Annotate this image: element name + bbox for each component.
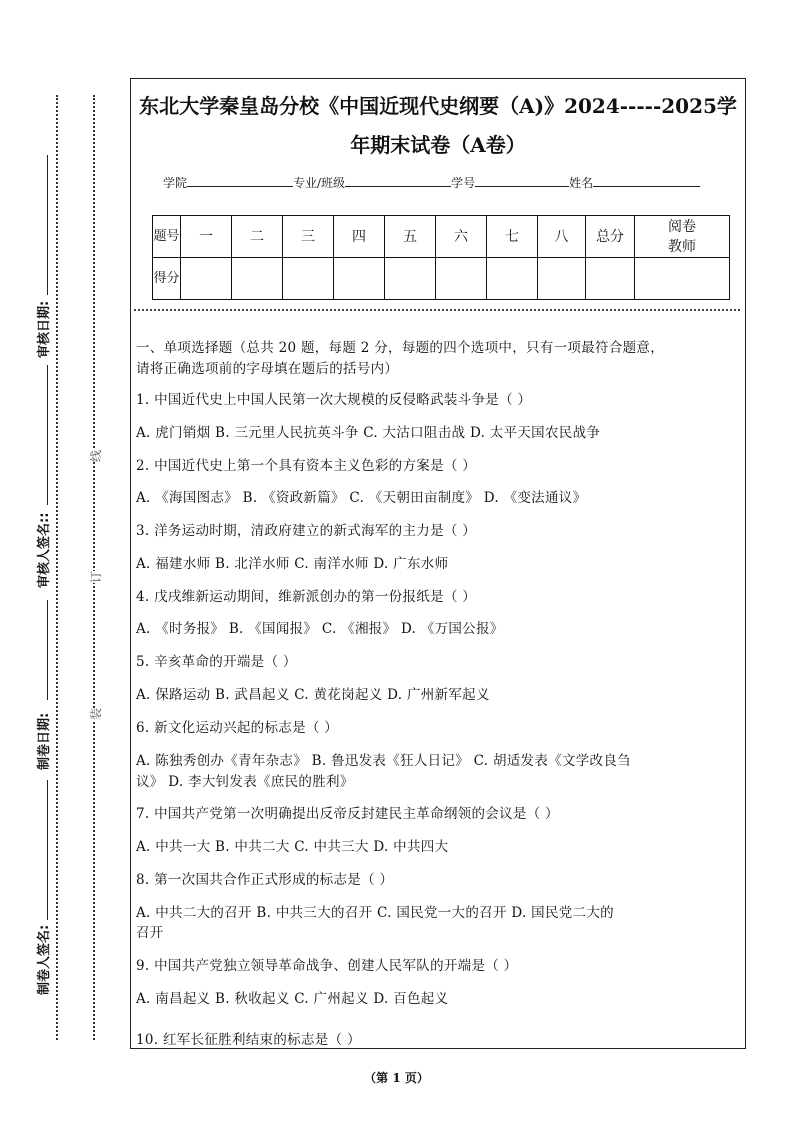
question-text: 5. 辛亥革命的开端是（ ） — [136, 654, 297, 670]
student-id-label: 学号 — [451, 176, 476, 190]
score-cell[interactable] — [232, 258, 283, 300]
question-text: 9. 中国共产党独立领导革命战争、创建人民军队的开端是（ ） — [136, 958, 518, 974]
reviewer-header-1: 阅卷 — [668, 218, 696, 235]
question-text: 2. 中国近代史上第一个具有资本主义色彩的方案是（ ） — [136, 458, 477, 474]
col-header: 八 — [538, 216, 586, 258]
score-cell[interactable] — [385, 258, 436, 300]
college-field[interactable] — [187, 174, 293, 187]
answer-options: A. 虎门销烟 B. 三元里人民抗英斗争 C. 大沽口阻击战 D. 太平天国农民战争 — [136, 425, 601, 441]
reviewer-header — [635, 216, 730, 258]
answer-options: A. 中共一大 B. 中共二大 C. 中共三大 D. 中共四大 — [136, 839, 449, 855]
question-text: 4. 戊戌维新运动期间，维新派创办的第一份报纸是（ ） — [136, 589, 477, 605]
col-header: 六 — [436, 216, 487, 258]
section-instructions: 一、单项选择题（总共 20 题，每题 2 分，每题的四个选项中，只有一项最符合题意， — [136, 340, 665, 356]
answer-options: A. 陈独秀创办《青年杂志》 B. 鲁迅发表《狂人日记》 C. 胡适发表《文学改良刍 — [136, 753, 631, 769]
score-table — [152, 215, 730, 300]
question-text: 8. 第一次国共合作正式形成的标志是（ ） — [136, 872, 394, 888]
score-cell[interactable] — [283, 258, 334, 300]
order-mark: 订 — [89, 570, 103, 583]
score-cell[interactable] — [538, 258, 586, 300]
total-header: 总分 — [586, 216, 635, 258]
answer-options: A. 南昌起义 B. 秋收起义 C. 广州起义 D. 百色起义 — [136, 991, 449, 1007]
question-number-header: 题号 — [153, 216, 181, 258]
answer-options: A. 保路运动 B. 武昌起义 C. 黄花岗起义 D. 广州新军起义 — [136, 687, 490, 703]
bind-mark: 装 — [89, 707, 103, 720]
col-header: 一 — [181, 216, 232, 258]
section-divider — [134, 309, 740, 311]
maker-sign-line — [47, 780, 48, 920]
score-cell[interactable] — [436, 258, 487, 300]
review-date-line — [47, 155, 48, 295]
score-cell[interactable] — [635, 258, 730, 300]
question-text: 6. 新文化运动兴起的标志是（ ） — [136, 720, 339, 736]
score-cell[interactable] — [334, 258, 385, 300]
reviewer-header-2: 教师 — [668, 238, 696, 255]
name-field[interactable] — [593, 174, 700, 187]
review-date-label: 审核日期: — [37, 300, 52, 358]
question-text: 7. 中国共产党第一次明确提出反帝反封建民主革命纲领的会议是（ ） — [136, 806, 559, 822]
maker-sign-label: 制卷人签名: — [37, 924, 52, 995]
make-date-line — [47, 600, 48, 700]
student-id-field[interactable] — [475, 174, 569, 187]
student-info — [163, 174, 700, 191]
score-cell[interactable] — [181, 258, 232, 300]
answer-options: A. 《海国图志》 B. 《资政新篇》 C. 《天朝田亩制度》 D. 《变法通议》 — [136, 490, 587, 506]
exam-title-line1: 东北大学秦皇岛分校《中国近现代史纲要（A)》2024-----2025学 — [139, 94, 737, 118]
college-label: 学院 — [163, 176, 188, 190]
make-date-label: 制卷日期: — [37, 712, 52, 770]
answer-options: 召开 — [136, 925, 164, 941]
major-field[interactable] — [345, 174, 451, 187]
col-header: 五 — [385, 216, 436, 258]
exam-title-line2: 年期末试卷（A卷） — [350, 133, 526, 157]
score-cell[interactable] — [586, 258, 635, 300]
reviewer-sign-line — [47, 365, 48, 505]
reviewer-sign-label: 审核人签名:: — [37, 512, 52, 588]
section-instructions: 请将正确选项前的字母填在题后的括号内） — [136, 361, 399, 377]
question-text: 10. 红军长征胜利结束的标志是（ ） — [136, 1032, 361, 1048]
binding-dotted-line-outer — [56, 95, 58, 1040]
score-row-header: 得分 — [153, 258, 181, 300]
col-header: 三 — [283, 216, 334, 258]
col-header: 七 — [487, 216, 538, 258]
col-header: 二 — [232, 216, 283, 258]
answer-options: A. 中共二大的召开 B. 中共三大的召开 C. 国民党一大的召开 D. 国民党二大的 — [136, 905, 614, 921]
binding-dotted-line-inner — [93, 95, 95, 1040]
question-text: 3. 洋务运动时期，清政府建立的新式海军的主力是（ ） — [136, 523, 477, 539]
col-header: 四 — [334, 216, 385, 258]
answer-options: A. 《时务报》 B. 《国闻报》 C. 《湘报》 D. 《万国公报》 — [136, 621, 504, 637]
answer-options: A. 福建水师 B. 北洋水师 C. 南洋水师 D. 广东水师 — [136, 556, 449, 572]
major-label: 专业/班级 — [293, 176, 346, 190]
score-cell[interactable] — [487, 258, 538, 300]
question-text: 1. 中国近代史上中国人民第一次大规模的反侵略武装斗争是（ ） — [136, 392, 532, 408]
page-number: （第 1 页） — [364, 1071, 429, 1085]
name-label: 姓名 — [569, 176, 594, 190]
answer-options: 议》 D. 李大钊发表《庶民的胜利》 — [136, 774, 354, 790]
line-mark: 线 — [89, 449, 103, 462]
